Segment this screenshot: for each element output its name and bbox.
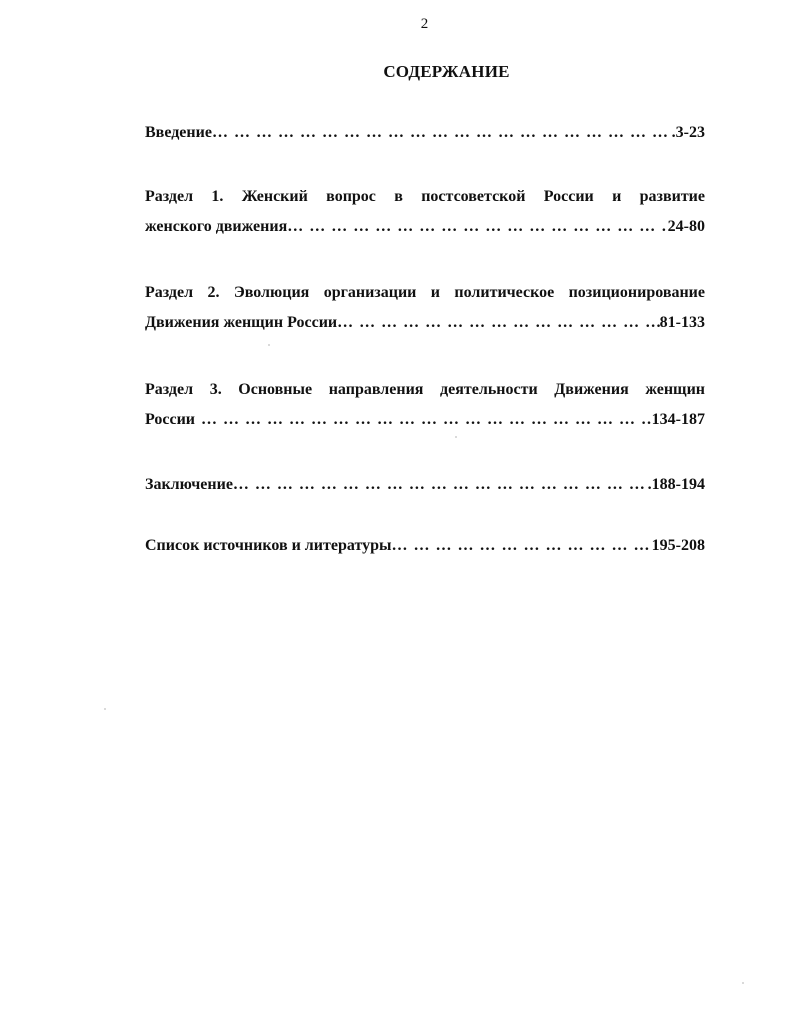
toc-entry-title: Заключение xyxy=(145,476,233,493)
toc-entry-title-line: Раздел 1. Женский вопрос в постсоветской России и развитие xyxy=(145,188,705,205)
toc-entry-line xyxy=(145,212,705,242)
toc-entry-pages: .3-23 xyxy=(671,124,705,141)
toc-entry-introduction[interactable] xyxy=(145,118,705,148)
toc-entry-title-continuation: России xyxy=(145,411,196,428)
toc-entry-line xyxy=(145,531,705,561)
table-of-contents xyxy=(145,118,705,561)
dot-leader xyxy=(287,212,667,242)
toc-entry-pages: 81-133 xyxy=(659,314,705,331)
toc-entry-section-2[interactable] xyxy=(145,278,705,338)
toc-entry-section-3[interactable] xyxy=(145,375,705,435)
dot-leader xyxy=(233,470,648,500)
toc-entry-line xyxy=(145,308,705,338)
toc-entry-title-line: Раздел 2. Эволюция организации и политическое позиционирование xyxy=(145,284,705,301)
toc-entry-section-1[interactable] xyxy=(145,182,705,242)
scan-speck xyxy=(268,344,270,346)
dot-leader xyxy=(391,531,651,561)
scan-speck xyxy=(104,708,106,710)
toc-entry-pages: 195-208 xyxy=(651,537,705,554)
toc-entry-title-continuation: Движения женщин России xyxy=(145,314,338,331)
toc-entry-title: Список источников и литературы xyxy=(145,537,392,554)
toc-entry-conclusion[interactable] xyxy=(145,470,705,500)
dot-leader xyxy=(212,118,672,148)
toc-entry-pages: 134-187 xyxy=(651,411,705,428)
toc-entry-line xyxy=(145,118,705,148)
toc-entry-pages: 24-80 xyxy=(667,218,705,235)
page-title: СОДЕРЖАНИЕ xyxy=(383,62,510,81)
toc-entry-title-line: Раздел 3. Основные направления деятельности Движения женщин xyxy=(145,381,705,398)
toc-entry-line xyxy=(145,470,705,500)
toc-entry-bibliography[interactable] xyxy=(145,531,705,561)
toc-entry-line xyxy=(145,405,705,435)
dot-leader xyxy=(201,405,652,435)
dot-leader xyxy=(337,308,660,338)
page-number: 2 xyxy=(420,16,429,32)
scan-speck xyxy=(742,982,744,984)
scan-speck xyxy=(455,436,457,438)
toc-entry-pages: .188-194 xyxy=(647,476,705,493)
toc-entry-title-continuation: женского движения xyxy=(145,218,288,235)
toc-entry-title: Введение xyxy=(145,124,212,141)
